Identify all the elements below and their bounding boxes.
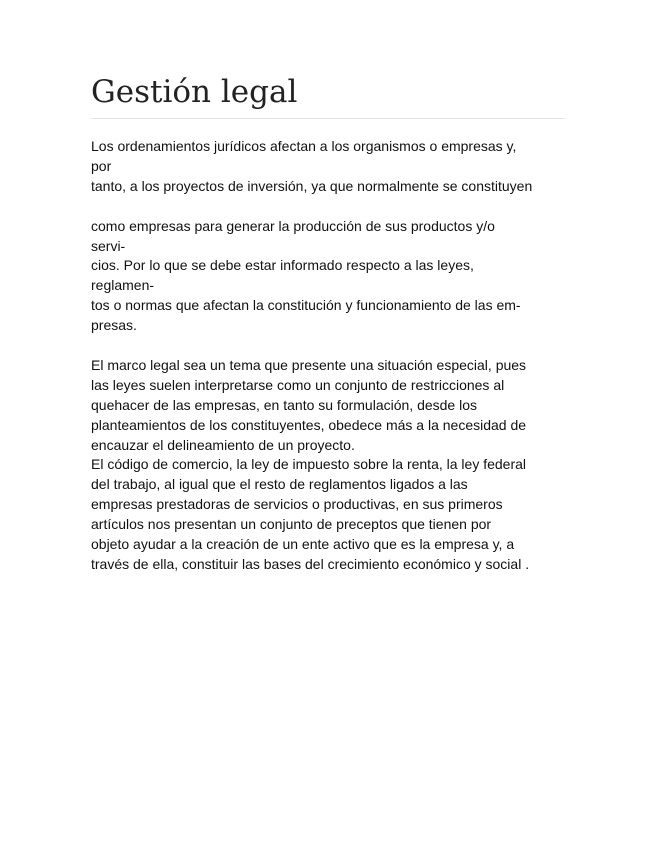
text-line: tos o normas que afectan la constitución y funcionamiento de las em- (91, 297, 521, 314)
text-line: por (91, 157, 112, 174)
text-line: servi- (91, 237, 126, 254)
text-line: El código de comercio, la ley de impuesto sobre la renta, la ley federal (91, 456, 527, 473)
text-line: las leyes suelen interpretarse como un conjunto de restricciones al (91, 376, 505, 393)
text-line: empresas prestadoras de servicios o productivas, en sus primeros (91, 496, 503, 513)
text-line: como empresas para generar la producción de sus productos y/o (91, 217, 495, 234)
text-line: El marco legal sea un tema que presente una situación especial, pues (91, 356, 527, 373)
page-title: Gestión legal (91, 74, 298, 110)
body-text (91, 137, 571, 575)
text-line: del trabajo, al igual que el resto de reglamentos ligados a las (91, 476, 468, 493)
title-divider (91, 118, 565, 119)
text-line: planteamientos de los constituyentes, obedece más a la necesidad de (91, 416, 527, 433)
text-line: tanto, a los proyectos de inversión, ya que normalmente se constituyen (91, 177, 533, 194)
blank-line (91, 336, 571, 356)
text-line: encauzar el delineamiento de un proyecto. (91, 436, 355, 453)
blank-line (91, 197, 571, 217)
text-line: cios. Por lo que se debe estar informado respecto a las leyes, (91, 257, 474, 274)
text-line: través de ella, constituir las bases del crecimiento económico y social . (91, 556, 530, 572)
text-line: artículos nos presentan un conjunto de preceptos que tienen por (91, 516, 492, 533)
text-line: presas. (91, 317, 137, 334)
text-line: objeto ayudar a la creación de un ente activo que es la empresa y, a (91, 536, 515, 553)
text-line: quehacer de las empresas, en tanto su formulación, desde los (91, 396, 478, 413)
text-line: Los ordenamientos jurídicos afectan a los organismos o empresas y, (91, 138, 517, 154)
text-line: reglamen- (91, 277, 155, 294)
